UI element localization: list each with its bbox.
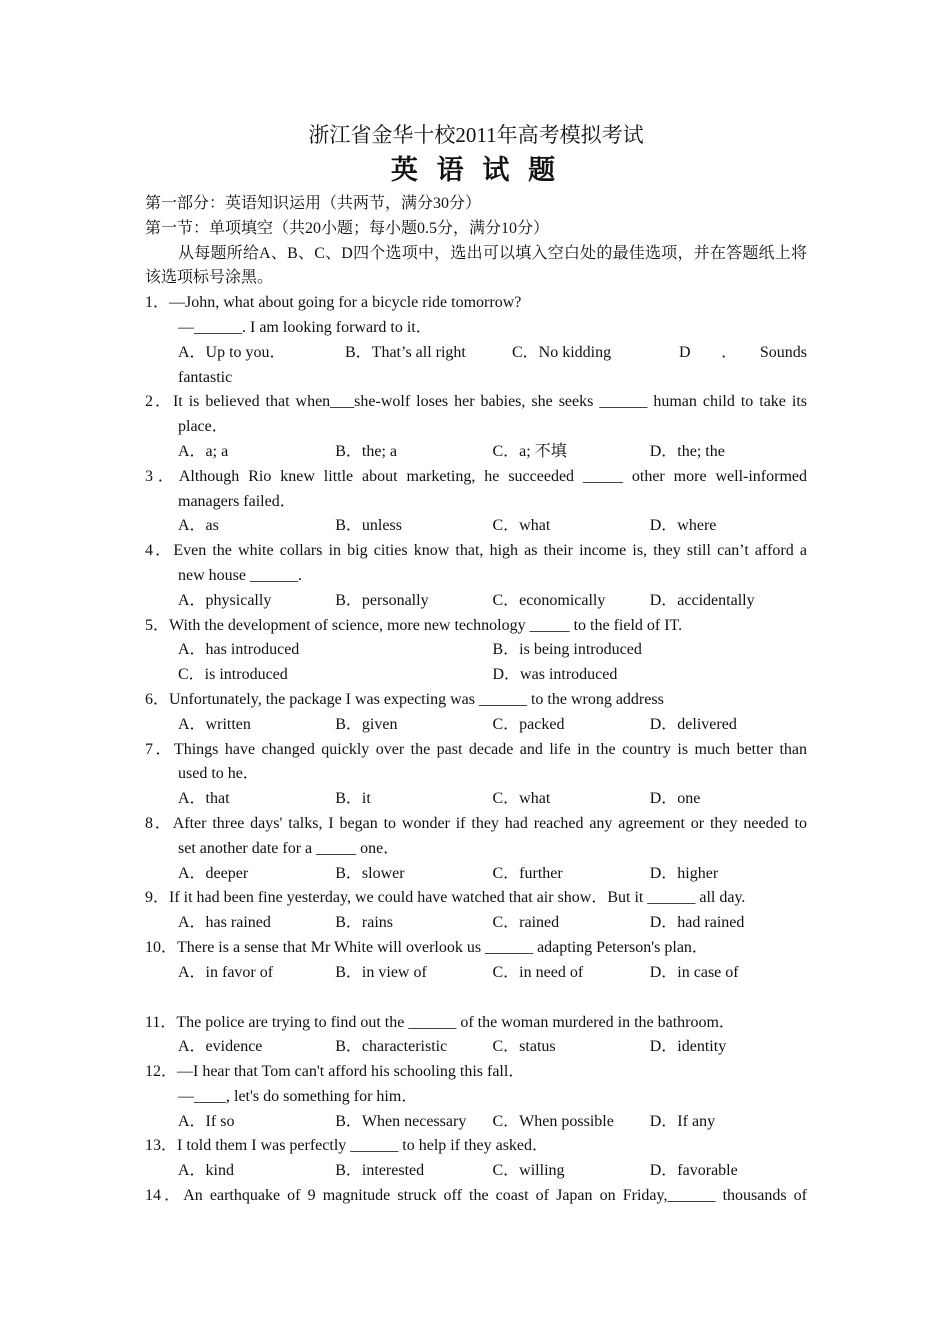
options-row [145, 911, 807, 936]
option-b: B．slower [335, 864, 405, 882]
option-d: D．accidentally [649, 591, 755, 609]
question-7 [145, 738, 807, 812]
question-14 [145, 1184, 807, 1209]
question-stem: 12．—I hear that Tom can't afford his schooling this fall． [145, 1063, 525, 1081]
question-stem: 10．There is a sense that Mr White will overlook us ______ adapting Peterson's plan． [145, 938, 708, 956]
question-stem-continued: new house ______. [178, 566, 302, 584]
option-c: C．further [492, 864, 563, 882]
option-c: C．what [492, 790, 551, 808]
option-d: D．the; the [649, 442, 725, 460]
question-13 [145, 1134, 807, 1184]
option-b: B．rains [335, 914, 394, 932]
option-a: A．Up to you． [178, 343, 286, 361]
option-b: B．personally [335, 591, 429, 609]
option-d-continued: fantastic [178, 368, 233, 386]
option-c: C．rained [492, 914, 560, 932]
question-stem-continued: set another date for a _____ one． [178, 839, 400, 857]
option-c: C．packed [492, 715, 565, 733]
option-b: B．characteristic [335, 1038, 448, 1056]
option-a: A．has introduced [178, 641, 300, 659]
question-11 [145, 1011, 807, 1061]
part-heading: 第一部分：英语知识运用（共两节，满分30分） [145, 195, 482, 212]
option-b: B．in view of [335, 963, 427, 981]
option-c: C．a; 不填 [492, 442, 567, 460]
option-d: D ． Sounds [679, 343, 807, 361]
question-stem: 5．With the development of science, more new technology _____ to the field of IT. [145, 616, 683, 634]
options-row [145, 589, 807, 614]
option-c: C．No kidding [512, 343, 612, 361]
question-5 [145, 614, 807, 688]
option-b: B．unless [335, 517, 402, 535]
question-stem: 3．Although Rio knew little about marketing, he succeeded _____ other more well-informed [145, 467, 807, 485]
question-stem: 9．If it had been fine yesterday, we could have watched that air show．But it ______ all day. [145, 889, 746, 907]
question-stem: 6．Unfortunately, the package I was expecting was ______ to the wrong address [145, 690, 664, 708]
options-row [145, 1035, 807, 1060]
question-4 [145, 539, 807, 613]
section-heading: 第一节：单项填空（共20小题；每小题0.5分，满分10分） [145, 219, 550, 237]
option-d: D．identity [649, 1038, 727, 1056]
question-stem: 4．Even the white collars in big cities know that, high as their income is, they still can’t afford a [145, 542, 807, 560]
option-c: C．economically [492, 591, 606, 609]
question-2 [145, 390, 807, 464]
option-c: C．status [492, 1038, 556, 1056]
options-row [145, 1159, 807, 1184]
option-b: B．it [335, 790, 371, 808]
question-stem-continued: used to he． [178, 765, 259, 783]
option-b: B．given [335, 715, 398, 733]
option-d: D．delivered [649, 715, 737, 733]
question-stem: 7．Things have changed quickly over the past decade and life in the country is much better than [145, 740, 807, 758]
exam-page [145, 120, 807, 1209]
option-c: C．is introduced [178, 666, 288, 684]
options-row [145, 961, 807, 986]
options-row [145, 514, 807, 539]
option-a: A．kind [178, 1162, 235, 1180]
option-c: C．in need of [492, 963, 584, 981]
option-c: C．willing [492, 1162, 565, 1180]
option-c: C．what [492, 517, 551, 535]
question-9 [145, 886, 807, 936]
option-a: A．If so [178, 1112, 235, 1130]
question-stem: 13．I told them I was perfectly ______ to help if they asked． [145, 1137, 549, 1155]
question-stem: 1．—John, what about going for a bicycle ride tomorrow? [145, 294, 522, 312]
options-row [145, 663, 807, 688]
option-a: A．physically [178, 591, 272, 609]
question-8 [145, 812, 807, 886]
question-dialog: —______. I am looking forward to it． [178, 318, 432, 336]
option-a: A．as [178, 517, 219, 535]
question-stem-continued: managers failed． [178, 492, 296, 510]
question-stem: 8．After three days' talks, I began to wonder if they had reached any agreement or they needed to [145, 814, 807, 832]
exam-subtitle: 英 语 试 题 [390, 155, 562, 185]
question-12 [145, 1060, 807, 1134]
options-row [145, 1110, 807, 1135]
option-a: A．deeper [178, 864, 249, 882]
option-a: A．that [178, 790, 230, 808]
option-a: A．has rained [178, 914, 271, 932]
question-stem: 2．It is believed that when___she-wolf loses her babies, she seeks ______ human child to take its [145, 393, 807, 411]
question-dialog: —____, let's do something for him． [178, 1087, 418, 1105]
question-3 [145, 465, 807, 539]
question-stem: 14．An earthquake of 9 magnitude struck off the coast of Japan on Friday,______ thousands of [145, 1187, 807, 1205]
option-d: D．favorable [649, 1162, 738, 1180]
question-stem-continued: place． [178, 418, 228, 436]
question-stem: 11．The police are trying to find out the ______ of the woman murdered in the bathroom． [145, 1013, 735, 1031]
question-6 [145, 688, 807, 738]
options-row [145, 713, 807, 738]
question-1 [145, 291, 807, 390]
option-d: D．higher [649, 864, 719, 882]
option-a: A．in favor of [178, 963, 274, 981]
exam-title: 浙江省金华十校2011年高考模拟考试 [308, 123, 644, 147]
option-d: D．had rained [649, 914, 745, 932]
options-row [145, 341, 807, 366]
options-row [145, 440, 807, 465]
options-row [145, 787, 807, 812]
option-d: D．in case of [649, 963, 739, 981]
options-row [145, 638, 807, 663]
option-b: B．the; a [335, 442, 398, 460]
option-d: D．If any [649, 1112, 716, 1130]
option-b: B．interested [335, 1162, 425, 1180]
spacer [145, 986, 807, 1011]
option-a: A．evidence [178, 1038, 263, 1056]
option-b: B．is being introduced [492, 641, 642, 659]
option-d: D．was introduced [492, 666, 618, 684]
question-10 [145, 936, 807, 986]
options-row [145, 862, 807, 887]
option-d: D．one [649, 790, 701, 808]
option-a: A．a; a [178, 442, 229, 460]
option-b: B．That’s all right [345, 343, 466, 361]
option-b: B．When necessary [335, 1112, 467, 1130]
option-a: A．written [178, 715, 251, 733]
option-d: D．where [649, 517, 717, 535]
instruction-text: 从每题所给A、B、C、D四个选项中，选出可以填入空白处的最佳选项，并在答题纸上将该选项标号涂黑。 [145, 244, 807, 287]
option-c: C．When possible [492, 1112, 614, 1130]
